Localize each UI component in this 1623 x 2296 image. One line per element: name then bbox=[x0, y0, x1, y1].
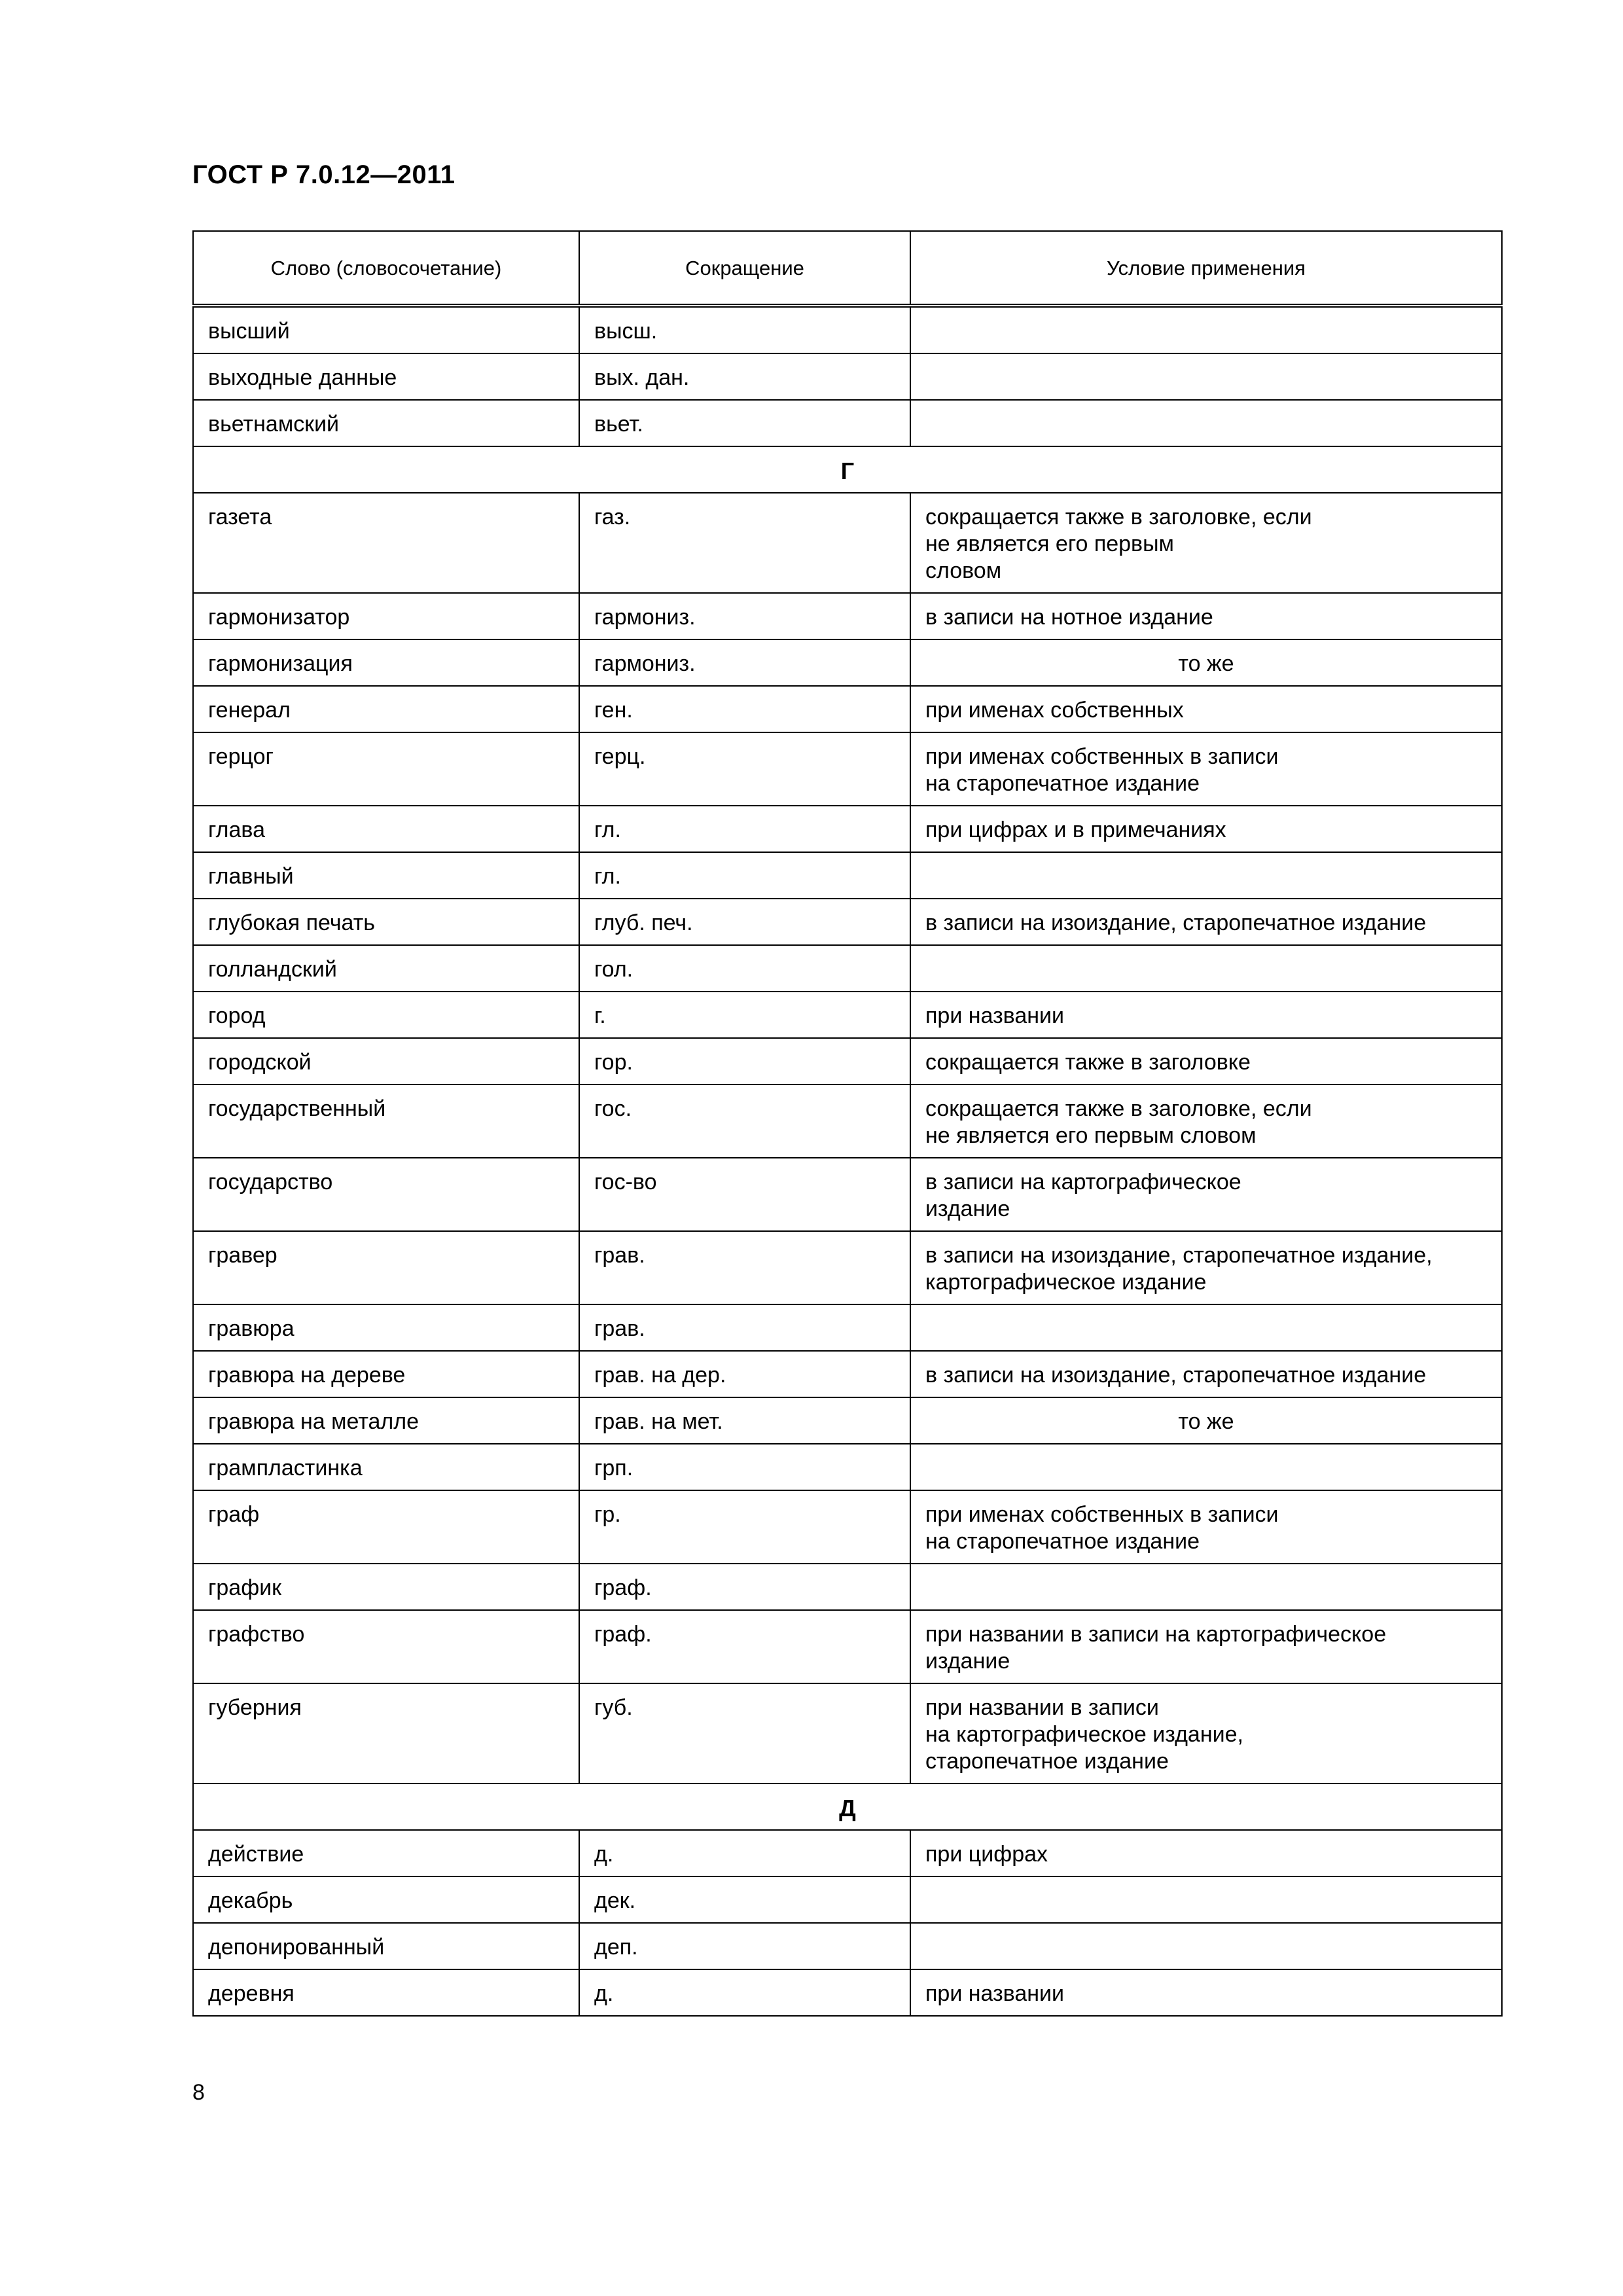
word-cell: гравюра bbox=[193, 1304, 579, 1351]
abbreviation-cell: гл. bbox=[579, 852, 910, 899]
table-row bbox=[193, 1490, 1502, 1564]
condition-cell bbox=[910, 353, 1502, 400]
section-row bbox=[193, 446, 1502, 493]
table-row bbox=[193, 593, 1502, 639]
condition-cell: сокращается также в заголовке, если не является его первым словом bbox=[910, 493, 1502, 593]
word-cell: гравюра на металле bbox=[193, 1397, 579, 1444]
abbreviation-cell: грав. bbox=[579, 1304, 910, 1351]
table-row bbox=[193, 493, 1502, 593]
table-row bbox=[193, 945, 1502, 992]
word-cell: выходные данные bbox=[193, 353, 579, 400]
abbreviation-cell: гл. bbox=[579, 806, 910, 852]
page-number: 8 bbox=[192, 2080, 205, 2105]
table-row bbox=[193, 1564, 1502, 1610]
table-row bbox=[193, 353, 1502, 400]
abbreviation-cell: д. bbox=[579, 1969, 910, 2016]
abbreviation-cell: грп. bbox=[579, 1444, 910, 1490]
word-cell: грампластинка bbox=[193, 1444, 579, 1490]
condition-cell: в записи на картографическое издание bbox=[910, 1158, 1502, 1231]
table-row bbox=[193, 732, 1502, 806]
table-row bbox=[193, 1351, 1502, 1397]
condition-cell bbox=[910, 852, 1502, 899]
abbreviation-cell: гор. bbox=[579, 1038, 910, 1085]
table-body bbox=[193, 306, 1502, 2016]
column-header-word: Слово (словосочетание) bbox=[193, 231, 579, 306]
word-cell: высший bbox=[193, 306, 579, 353]
word-cell: гравюра на дереве bbox=[193, 1351, 579, 1397]
word-cell: главный bbox=[193, 852, 579, 899]
abbreviation-cell: гармониз. bbox=[579, 639, 910, 686]
condition-cell: сокращается также в заголовке, если не является его первым словом bbox=[910, 1085, 1502, 1158]
condition-cell: при именах собственных в записи на старопечатное издание bbox=[910, 1490, 1502, 1564]
word-cell: депонированный bbox=[193, 1923, 579, 1969]
abbreviation-cell: высш. bbox=[579, 306, 910, 353]
abbreviation-cell: грав. на дер. bbox=[579, 1351, 910, 1397]
abbreviation-cell: вьет. bbox=[579, 400, 910, 446]
abbreviation-cell: гос-во bbox=[579, 1158, 910, 1231]
condition-cell: в записи на нотное издание bbox=[910, 593, 1502, 639]
word-cell: график bbox=[193, 1564, 579, 1610]
word-cell: декабрь bbox=[193, 1876, 579, 1923]
table-row bbox=[193, 1231, 1502, 1304]
word-cell: газета bbox=[193, 493, 579, 593]
word-cell: голландский bbox=[193, 945, 579, 992]
condition-cell: при цифрах bbox=[910, 1830, 1502, 1876]
table-row bbox=[193, 1444, 1502, 1490]
word-cell: губерния bbox=[193, 1683, 579, 1784]
section-letter: Д bbox=[193, 1784, 1502, 1830]
condition-cell: в записи на изоиздание, старопечатное издание, картографическое издание bbox=[910, 1231, 1502, 1304]
condition-cell: в записи на изоиздание, старопечатное издание bbox=[910, 1351, 1502, 1397]
word-cell: вьетнамский bbox=[193, 400, 579, 446]
condition-cell: при названии bbox=[910, 992, 1502, 1038]
word-cell: гравер bbox=[193, 1231, 579, 1304]
abbreviation-cell: гр. bbox=[579, 1490, 910, 1564]
abbreviation-cell: вых. дан. bbox=[579, 353, 910, 400]
word-cell: графство bbox=[193, 1610, 579, 1683]
abbreviation-cell: деп. bbox=[579, 1923, 910, 1969]
table-row bbox=[193, 639, 1502, 686]
table-row bbox=[193, 1830, 1502, 1876]
table-row bbox=[193, 899, 1502, 945]
table-row bbox=[193, 806, 1502, 852]
table-row bbox=[193, 852, 1502, 899]
section-row bbox=[193, 1784, 1502, 1830]
table-row bbox=[193, 1683, 1502, 1784]
table-row bbox=[193, 1610, 1502, 1683]
condition-cell: сокращается также в заголовке bbox=[910, 1038, 1502, 1085]
abbreviation-cell: газ. bbox=[579, 493, 910, 593]
table-row bbox=[193, 1085, 1502, 1158]
column-header-condition: Условие применения bbox=[910, 231, 1502, 306]
condition-cell: при названии в записи на картографическое издание, старопечатное издание bbox=[910, 1683, 1502, 1784]
word-cell: действие bbox=[193, 1830, 579, 1876]
abbreviation-cell: гос. bbox=[579, 1085, 910, 1158]
column-header-abbreviation: Сокращение bbox=[579, 231, 910, 306]
word-cell: герцог bbox=[193, 732, 579, 806]
table-row bbox=[193, 1304, 1502, 1351]
condition-cell: при цифрах и в примечаниях bbox=[910, 806, 1502, 852]
table-header-row bbox=[193, 231, 1502, 306]
table-row bbox=[193, 400, 1502, 446]
table-row bbox=[193, 686, 1502, 732]
condition-cell bbox=[910, 400, 1502, 446]
condition-cell: при названии в записи на картографическое издание bbox=[910, 1610, 1502, 1683]
condition-cell bbox=[910, 1876, 1502, 1923]
abbreviation-cell: гол. bbox=[579, 945, 910, 992]
condition-cell: при именах собственных bbox=[910, 686, 1502, 732]
condition-cell: то же bbox=[910, 639, 1502, 686]
word-cell: город bbox=[193, 992, 579, 1038]
abbreviation-cell: губ. bbox=[579, 1683, 910, 1784]
condition-cell bbox=[910, 1304, 1502, 1351]
abbreviation-cell: грав. bbox=[579, 1231, 910, 1304]
condition-cell: при именах собственных в записи на старопечатное издание bbox=[910, 732, 1502, 806]
abbreviation-cell: гармониз. bbox=[579, 593, 910, 639]
word-cell: глава bbox=[193, 806, 579, 852]
word-cell: деревня bbox=[193, 1969, 579, 2016]
abbreviation-cell: дек. bbox=[579, 1876, 910, 1923]
condition-cell bbox=[910, 306, 1502, 353]
condition-cell: то же bbox=[910, 1397, 1502, 1444]
abbreviation-cell: граф. bbox=[579, 1564, 910, 1610]
condition-cell: при названии bbox=[910, 1969, 1502, 2016]
condition-cell bbox=[910, 1923, 1502, 1969]
word-cell: глубокая печать bbox=[193, 899, 579, 945]
word-cell: гармонизатор bbox=[193, 593, 579, 639]
word-cell: государственный bbox=[193, 1085, 579, 1158]
word-cell: гармонизация bbox=[193, 639, 579, 686]
table-row bbox=[193, 1969, 1502, 2016]
abbreviation-cell: г. bbox=[579, 992, 910, 1038]
table-row bbox=[193, 992, 1502, 1038]
word-cell: государство bbox=[193, 1158, 579, 1231]
abbreviation-cell: ген. bbox=[579, 686, 910, 732]
table-row bbox=[193, 1397, 1502, 1444]
abbreviation-cell: д. bbox=[579, 1830, 910, 1876]
condition-cell bbox=[910, 1564, 1502, 1610]
section-letter: Г bbox=[193, 446, 1502, 493]
table-row bbox=[193, 1876, 1502, 1923]
word-cell: граф bbox=[193, 1490, 579, 1564]
condition-cell bbox=[910, 945, 1502, 992]
abbreviation-cell: граф. bbox=[579, 1610, 910, 1683]
abbreviation-cell: грав. на мет. bbox=[579, 1397, 910, 1444]
table-row bbox=[193, 1038, 1502, 1085]
table-row bbox=[193, 1158, 1502, 1231]
word-cell: генерал bbox=[193, 686, 579, 732]
word-cell: городской bbox=[193, 1038, 579, 1085]
condition-cell bbox=[910, 1444, 1502, 1490]
abbreviations-table bbox=[192, 230, 1503, 2017]
condition-cell: в записи на изоиздание, старопечатное издание bbox=[910, 899, 1502, 945]
document-header: ГОСТ Р 7.0.12—2011 bbox=[192, 160, 455, 189]
abbreviation-cell: глуб. печ. bbox=[579, 899, 910, 945]
table-row bbox=[193, 1923, 1502, 1969]
table-row bbox=[193, 306, 1502, 353]
abbreviation-cell: герц. bbox=[579, 732, 910, 806]
